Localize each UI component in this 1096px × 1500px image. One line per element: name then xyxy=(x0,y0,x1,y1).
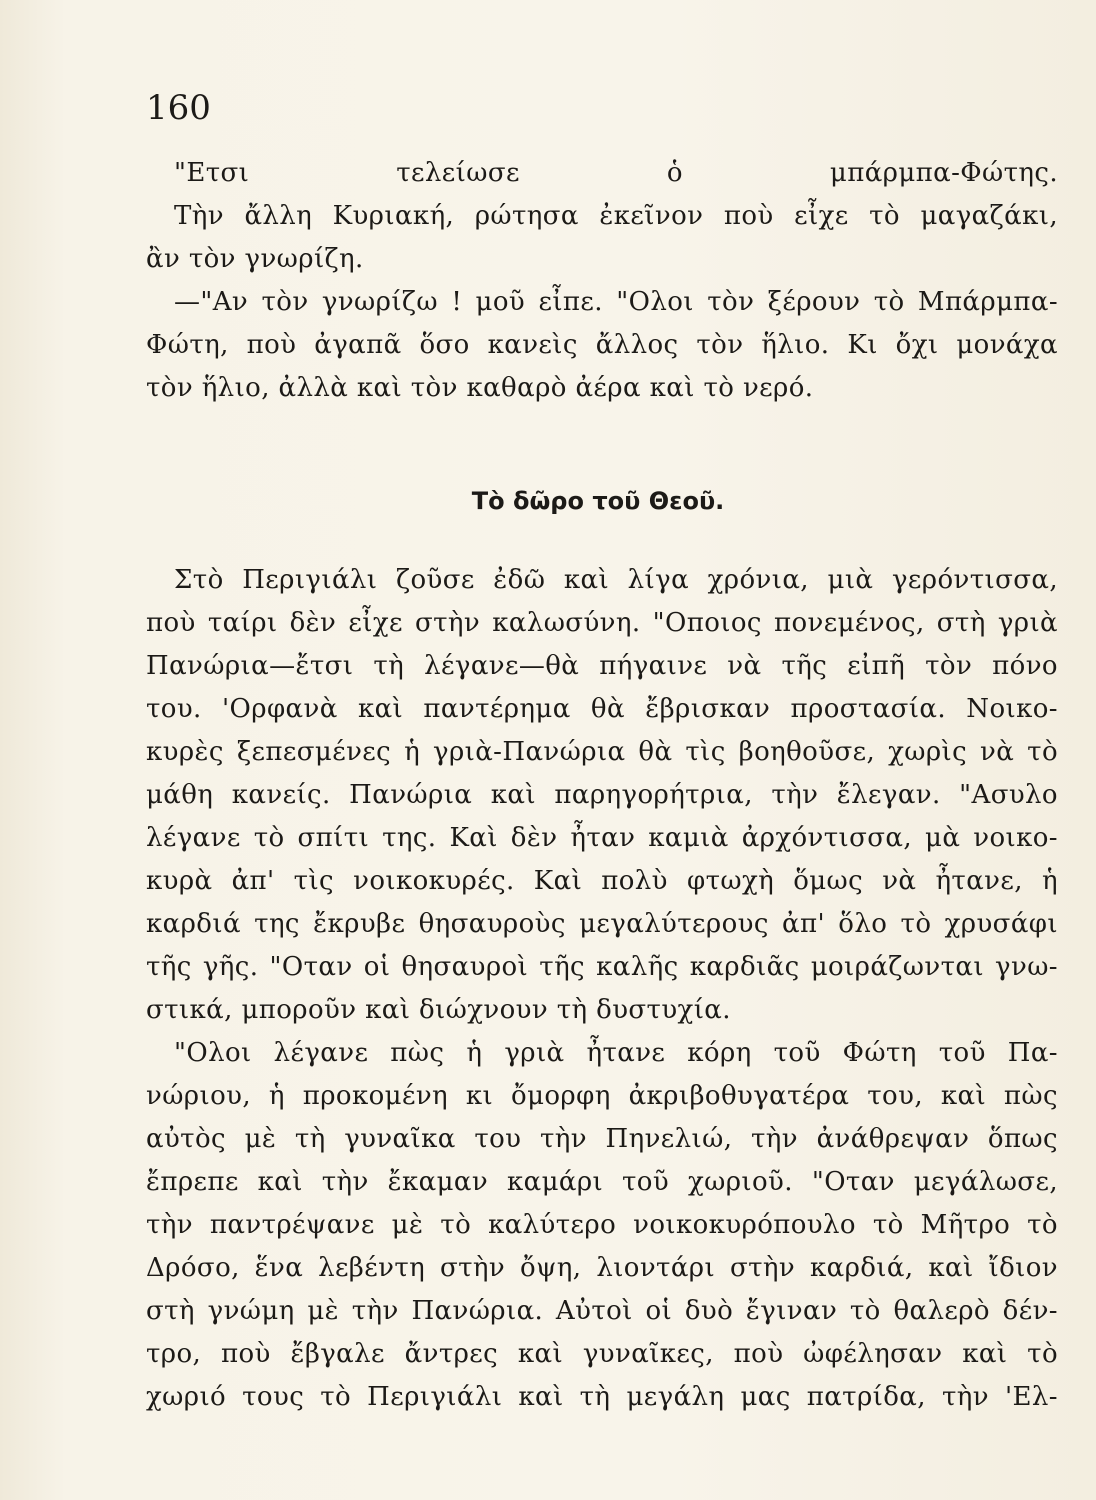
text-line: λέγανε τὸ σπίτι της. Καὶ δὲν ἦταν καμιὰ ἀρχόντισσα, μὰ νοικο- xyxy=(146,823,1058,853)
text-line: "Ετσι τελείωσε ὁ μπάρμπα-Φώτης. xyxy=(174,158,1058,188)
text-line: Δρόσο, ἕνα λεβέντη στὴν ὄψη, λιοντάρι στὴν καρδιά, καὶ ἴδιον xyxy=(146,1253,1058,1283)
text-line: μάθη κανείς. Πανώρια καὶ παρηγορήτρια, τὴν ἔλεγαν. "Ασυλο xyxy=(146,780,1058,810)
text-line: χωριό τους τὸ Περιγιάλι καὶ τὴ μεγάλη μας πατρίδα, τὴν 'Ελ- xyxy=(146,1382,1058,1412)
text-line: —"Αν τὸν γνωρίζω ! μοῦ εἶπε. "Ολοι τὸν ξέρουν τὸ Μπάρμπα- xyxy=(174,287,1058,317)
text-line: αὐτὸς μὲ τὴ γυναῖκα του τὴν Πηνελιώ, τὴν ἀνάθρεψαν ὅπως xyxy=(146,1124,1058,1154)
text-line: του. 'Ορφανὰ καὶ παντέρημα θὰ ἔβρισκαν προστασία. Νοικο- xyxy=(146,694,1058,724)
text-line: τὴν παντρέψανε μὲ τὸ καλύτερο νοικοκυρόπουλο τὸ Μῆτρο τὸ xyxy=(146,1210,1058,1240)
text-line: κυρὰ ἀπ' τὶς νοικοκυρές. Καὶ πολὺ φτωχὴ ὅμως νὰ ἦτανε, ἡ xyxy=(146,866,1058,896)
section-heading: Τὸ δῶρο τοῦ Θεοῦ. xyxy=(471,487,725,515)
page-number: 160 xyxy=(146,88,211,128)
text-line: στὴ γνώμη μὲ τὴν Πανώρια. Αὐτοὶ οἱ δυὸ ἔγιναν τὸ θαλερὸ δέν- xyxy=(146,1296,1058,1326)
text-line: ἂν τὸν γνωρίζη. xyxy=(146,244,364,274)
text-line: "Ολοι λέγανε πὼς ἡ γριὰ ἦτανε κόρη τοῦ Φώτη τοῦ Πα- xyxy=(174,1038,1058,1068)
text-line: Φώτη, ποὺ ἀγαπᾶ ὅσο κανεὶς ἄλλος τὸν ἥλιο. Κι ὄχι μονάχα xyxy=(146,330,1058,360)
text-line: Πανώρια—ἔτσι τὴ λέγανε—θὰ πήγαινε νὰ τῆς εἰπῆ τὸν πόνο xyxy=(146,651,1058,681)
text-line: Τὴν ἄλλη Κυριακή, ρώτησα ἐκεῖνον ποὺ εἶχε τὸ μαγαζάκι, xyxy=(174,201,1058,231)
text-line: τρο, ποὺ ἔβγαλε ἄντρες καὶ γυναῖκες, ποὺ ὠφέλησαν καὶ τὸ xyxy=(146,1339,1058,1369)
text-line: στικά, μποροῦν καὶ διώχνουν τὴ δυστυχία. xyxy=(146,995,731,1025)
text-line: τὸν ἥλιο, ἀλλὰ καὶ τὸν καθαρὸ ἀέρα καὶ τὸ νερό. xyxy=(146,373,814,403)
text-line: ἔπρεπε καὶ τὴν ἔκαμαν καμάρι τοῦ χωριοῦ. "Οταν μεγάλωσε, xyxy=(146,1167,1058,1197)
text-line: νώριου, ἡ προκομένη κι ὄμορφη ἀκριβοθυγατέρα του, καὶ πὼς xyxy=(146,1081,1058,1111)
text-line: καρδιά της ἔκρυβε θησαυροὺς μεγαλύτερους ἀπ' ὅλο τὸ χρυσάφι xyxy=(146,909,1058,939)
text-line: Στὸ Περιγιάλι ζοῦσε ἐδῶ καὶ λίγα χρόνια, μιὰ γερόντισσα, xyxy=(174,565,1058,595)
text-line: ποὺ ταίρι δὲν εἶχε στὴν καλωσύνη. "Οποιος πονεμένος, στὴ γριὰ xyxy=(146,608,1058,638)
text-line: κυρὲς ξεπεσμένες ἡ γριὰ-Πανώρια θὰ τὶς βοηθοῦσε, χωρὶς νὰ τὸ xyxy=(146,737,1058,767)
text-line: τῆς γῆς. "Οταν οἱ θησαυροὶ τῆς καλῆς καρδιᾶς μοιράζωνται γνω- xyxy=(146,952,1058,982)
